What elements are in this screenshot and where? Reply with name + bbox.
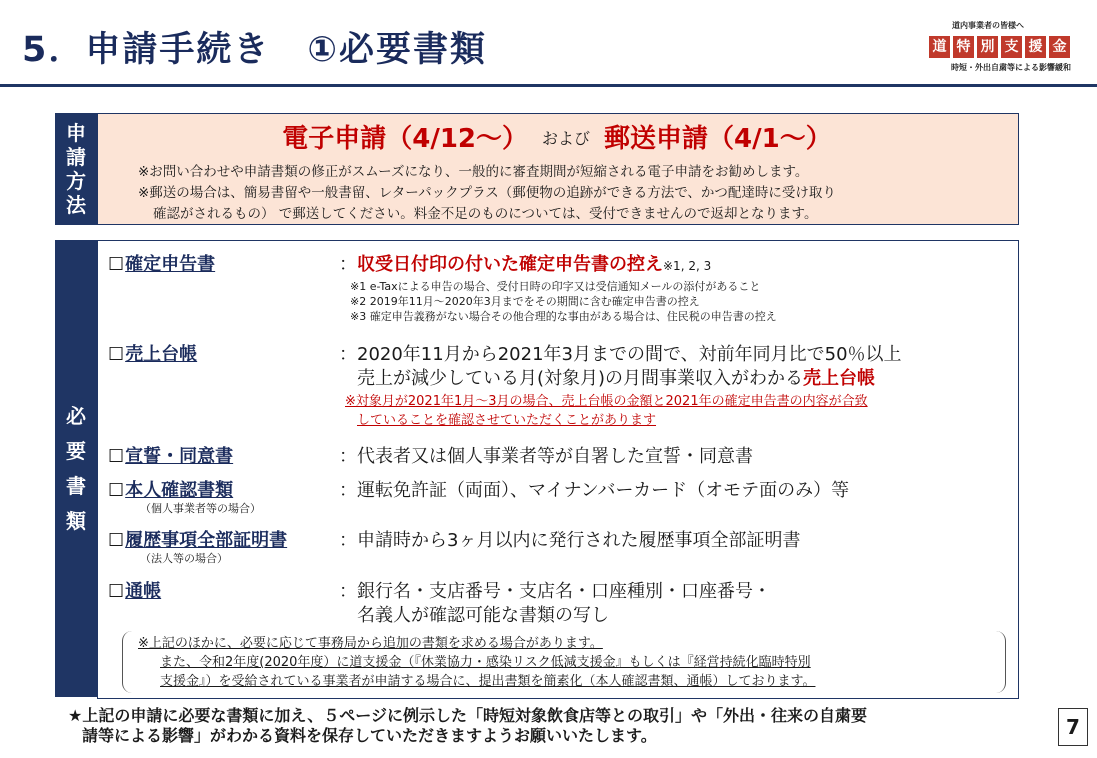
bottom-note: ★上記の申請に必要な書類に加え、５ページに例示した「時短対象飲食店等との取引」や「外出・往来の自粛要 請等による影響」がわかる資料を保存していただきますようお願いいたします。 (68, 706, 867, 745)
checkbox-icon: ☐ (108, 480, 125, 501)
method-heading (97, 118, 1017, 155)
doc-note: ※1 e-Taxによる申告の場合、受付日時の印字又は受信通知メールの添付があること (350, 280, 761, 293)
doc-passbook: ☐通帳 (108, 581, 162, 602)
doc-tax-return-desc: ：収受日付印の付いた確定申告書の控え※1, 2, 3 (339, 254, 712, 275)
logo-char: 特 (953, 36, 974, 58)
page-title: 5．申請手続き ①必要書類 (22, 30, 487, 70)
doc-sales-ledger-desc: ：2020年11月から2021年3月までの間で、対前年同月比で50％以上 (339, 344, 902, 365)
checkbox-icon: ☐ (108, 446, 125, 467)
logo-bottom-text: 時短・外出自粛等による影響緩和 (951, 63, 1071, 72)
checkbox-icon: ☐ (108, 581, 125, 602)
doc-registry-sub: （法人等の場合） (140, 552, 228, 565)
doc-passbook-desc: 名義人が確認可能な書類の写し (357, 605, 609, 626)
method-note: ※お問い合わせや申請書類の修正がスムーズになり、一般的に審査期間が短縮される電子申請をお勧めします。 (138, 164, 809, 180)
title-divider (0, 84, 1097, 87)
documents-label: 必 要 書 類 (55, 240, 97, 697)
checkbox-icon: ☐ (108, 254, 125, 275)
doc-red-note: していることを確認させていただくことがあります (357, 413, 657, 428)
doc-note: ※3 確定申告義務がない場合その他合理的な事由がある場合は、住民税の申告書の控え (350, 310, 777, 323)
doc-oath-consent: ☐宣誓・同意書 (108, 446, 234, 467)
method-note: ※郵送の場合は、簡易書留や一般書留、レターパックプラス（郵便物の追跡ができる方法で、かつ配達時に受け取り (138, 185, 836, 201)
doc-sales-ledger-desc: 売上が減少している月(対象月)の月間事業収入がわかる売上台帳 (357, 368, 876, 389)
logo-top-text: 道内事業者の皆様へ (952, 21, 1024, 30)
logo-char: 金 (1049, 36, 1070, 58)
and-text: および (542, 129, 591, 148)
method-note: 確認がされるもの） で郵送してください。料金不足のものについては、受付できませんので返却となります。 (153, 206, 818, 222)
footnote: ※上記のほかに、必要に応じて事務局から追加の書類を求める場合があります。 また、令和2年度(2020年度）に道支援金（『休業協力・感染リスク低減支援金』もしくは『経営持続化臨時特別 支援金』）を受給されている事業者が申請する場合に、提出書類を簡素化（本人確認書類、通帳）しております。 (138, 636, 816, 689)
logo (929, 36, 1070, 58)
logo-char: 支 (1001, 36, 1022, 58)
postal-application: 郵送申請（4/1～） (604, 124, 832, 154)
page-number: 7 (1058, 708, 1088, 746)
doc-registry: ☐履歴事項全部証明書 (108, 530, 288, 551)
doc-oath-consent-desc: ：代表者又は個人事業者等が自署した宣誓・同意書 (339, 446, 753, 467)
doc-tax-return: ☐確定申告書 (108, 254, 216, 275)
doc-note: ※2 2019年11月～2020年3月までをその期間に含む確定申告書の控え (350, 295, 700, 308)
logo-char: 別 (977, 36, 998, 58)
doc-passbook-desc: ：銀行名・支店番号・支店名・口座種別・口座番号・ (339, 581, 771, 602)
checkbox-icon: ☐ (108, 530, 125, 551)
logo-char: 道 (929, 36, 950, 58)
doc-sales-ledger: ☐売上台帳 (108, 344, 198, 365)
electronic-application: 電子申請（4/12～） (282, 124, 529, 154)
doc-registry-desc: ：申請時から3ヶ月以内に発行された履歴事項全部証明書 (339, 530, 801, 551)
logo-char: 援 (1025, 36, 1046, 58)
doc-id-desc: ：運転免許証（両面）、マイナンバーカード（オモテ面のみ）等 (339, 480, 850, 501)
checkbox-icon: ☐ (108, 344, 125, 365)
method-label: 申 請 方 法 (55, 113, 97, 225)
doc-id-sub: （個人事業者等の場合） (140, 502, 261, 515)
doc-id: ☐本人確認書類 (108, 480, 234, 501)
doc-red-note: ※対象月が2021年1月～3月の場合、売上台帳の金額と2021年の確定申告書の内容が合致 (345, 394, 868, 409)
